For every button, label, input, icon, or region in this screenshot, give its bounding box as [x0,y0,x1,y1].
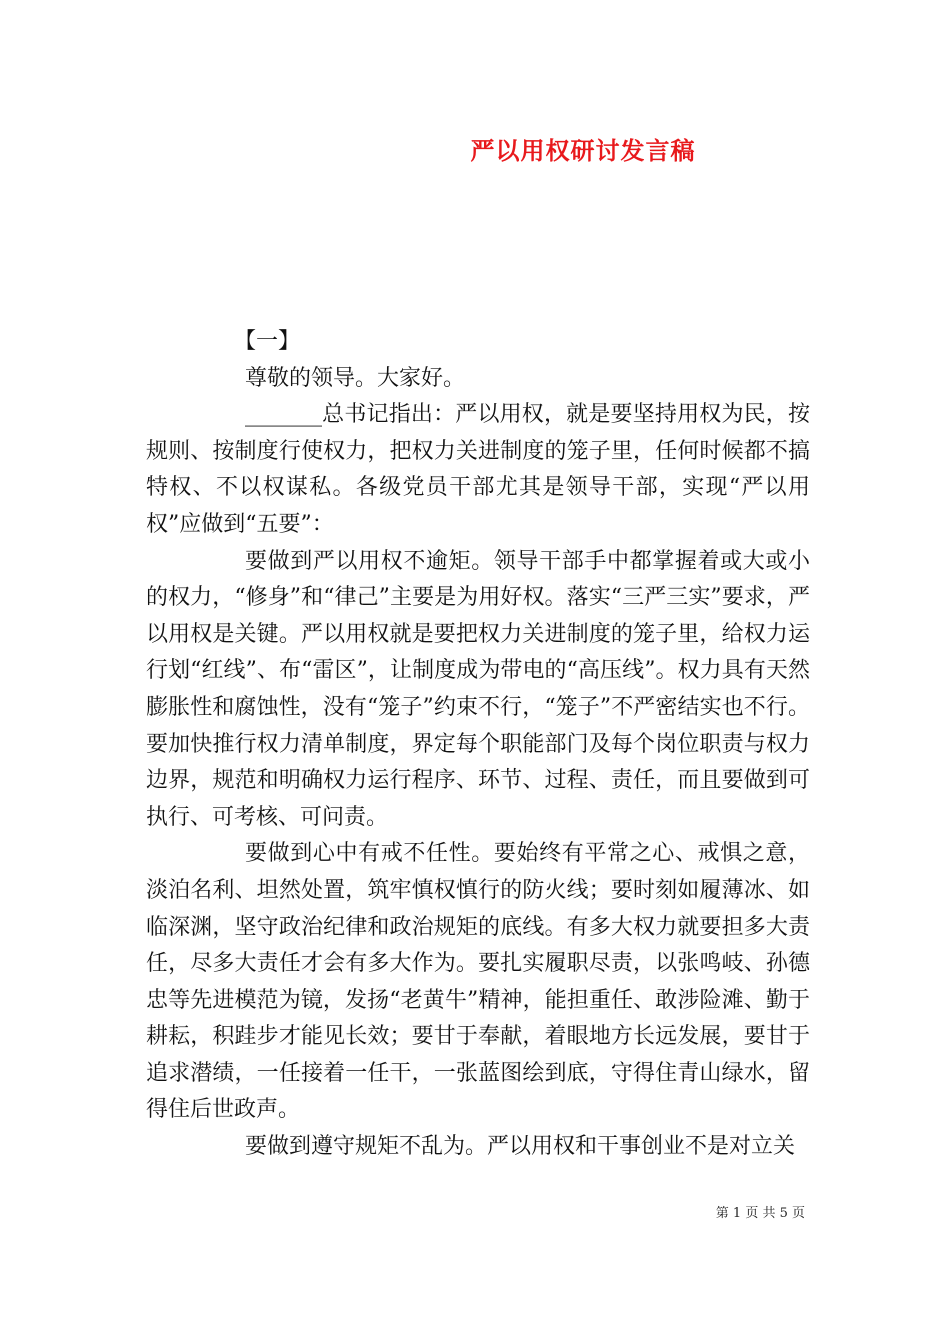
paragraph-point-1: 要做到严以用权不逾矩。领导干部手中都掌握着或大或小的权力，“修身”和“律己”主要是为用好权。落实“三严三实”要求，严以用权是关键。严以用权就是要把权力关进制度的笼子里，给权力运行划“红线”、布“雷区”，让制度成为带电的“高压线”。权力具有天然膨胀性和腐蚀性，没有“笼子”约束不行，“笼子”不严密结实也不行。要加快推行权力清单制度，界定每个职能部门及每个岗位职责与权力边界，规范和明确权力运行程序、环节、过程、责任，而且要做到可执行、可考核、可问责。 [146,548,810,830]
document-body [146,324,810,1166]
paragraph-greeting: 尊敬的领导。大家好。 [245,365,466,391]
section-mark: 【一】 [234,329,301,354]
paragraph-point-2: 要做到心中有戒不任性。要始终有平常之心、戒惧之意，淡泊名利、坦然处置，筑牢慎权慎行的防火线；要时刻如履薄冰、如临深渊，坚守政治纪律和政治规矩的底线。有多大权力就要担多大责任，尽多大责任才会有多大作为。要扎实履职尽责，以张鸣岐、孙德忠等先进模范为镜，发扬“老黄牛”精神，能担重任、敢涉险滩、勤于耕耘，积跬步才能见长效；要甘于奉献，着眼地方长远发展，要甘于追求潜绩，一任接着一任干，一张蓝图绘到底，守得住青山绿水，留得住后世政声。 [146,841,810,1123]
document-title: 严以用权研讨发言稿 [470,136,696,165]
paragraph-point-3: 要做到遵守规矩不乱为。严以用权和干事创业不是对立关 [245,1134,796,1160]
page-number-footer: 第 1 页 共 5 页 [715,1206,805,1221]
paragraph-quote: _______总书记指出：严以用权，就是要坚持用权为民，按规则、按制度行使权力，把权力关进制度的笼子里，任何时候都不搞特权、不以权谋私。各级党员干部尤其是领导干部，实现“严以用权”应做到“五要”： [146,402,810,537]
